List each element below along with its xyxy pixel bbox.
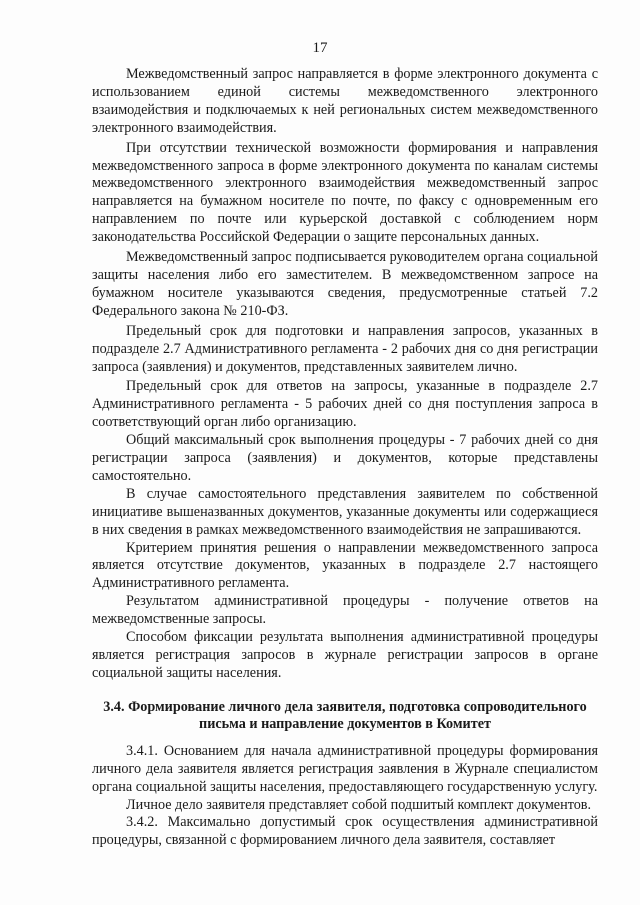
paragraph-procedure-result: Результатом административной процедуры - получение ответов на межведомственные запросы.: [92, 593, 598, 628]
paragraph-result-recording: Способом фиксации результата выполнения административной процедуры является регистрация запросов в журнале регистрации запросов в органе социальной защиты населения.: [92, 629, 598, 681]
paragraph-3-4-2: 3.4.2. Максимально допустимый срок осуществления административной процедуры, связанной с формированием личного дела заявителя, составляет: [92, 814, 598, 849]
section-title: 3.4. Формирование личного дела заявителя, подготовка сопроводительного письма и направление документов в Комитет: [103, 698, 587, 732]
paragraph-interagency-request-form: Межведомственный запрос направляется в форме электронного документа с использованием единой системы межведомственного электронного взаимодействия и подключаемых к ней региональных систем межведомственного электронного взаимодействия.: [92, 66, 598, 136]
paragraph-personal-file: Личное дело заявителя представляет собой подшитый комплект документов.: [126, 796, 592, 813]
paragraph-self-submission: В случае самостоятельного представления заявителем по собственной инициативе вышеназванных документов, указанные документы или содержащиеся в них сведения в рамках межведомственного взаимодействия не запрашиваются.: [92, 485, 598, 538]
page-number: 17: [312, 40, 328, 56]
document-body: [92, 66, 598, 850]
paragraph-3-4-1: 3.4.1. Основанием для начала административной процедуры формирования личного дела заявителя является регистрация заявления в Журнале специалистом органа социальной защиты населения, предоставляющего государственную услугу.: [92, 742, 598, 795]
paragraph-request-signature: Межведомственный запрос подписывается руководителем органа социальной защиты населения либо его заместителем. В межведомственном запросе на бумажном носителе указываются сведения, предусмотренные статьей 7.2 Федерального закона № 210-ФЗ.: [92, 249, 598, 319]
paragraph-total-deadline: Общий максимальный срок выполнения процедуры - 7 рабочих дней со дня регистрации запроса (заявления) и документов, которые представлены самостоятельно.: [92, 432, 598, 484]
paragraph-decision-criterion: Критерием принятия решения о направлении межведомственного запроса является отсутствие документов, указанных в подразделе 2.7 настоящего Административного регламента.: [92, 539, 598, 592]
paragraph-paper-request: При отсутствии технической возможности формирования и направления межведомственного запроса в форме электронного документа по каналам системы межведомственного электронного взаимодействия межведомственный запрос направляется на бумажном носителе по почте, по факсу с одновременным его направлением по почте или курьерской доставкой с соблюдением норм законодательства Российской Федерации о защите персональных данных.: [92, 139, 598, 246]
paragraph-response-deadline: Предельный срок для ответов на запросы, указанные в подразделе 2.7 Административного регламента - 5 рабочих дней со дня поступления запроса в соответствующий орган либо организацию.: [92, 378, 598, 431]
paragraph-preparation-deadline: Предельный срок для подготовки и направления запросов, указанных в подразделе 2.7 Административного регламента - 2 рабочих дня со дня регистрации запроса (заявления) и документов, представленных заявителем лично.: [92, 322, 598, 375]
